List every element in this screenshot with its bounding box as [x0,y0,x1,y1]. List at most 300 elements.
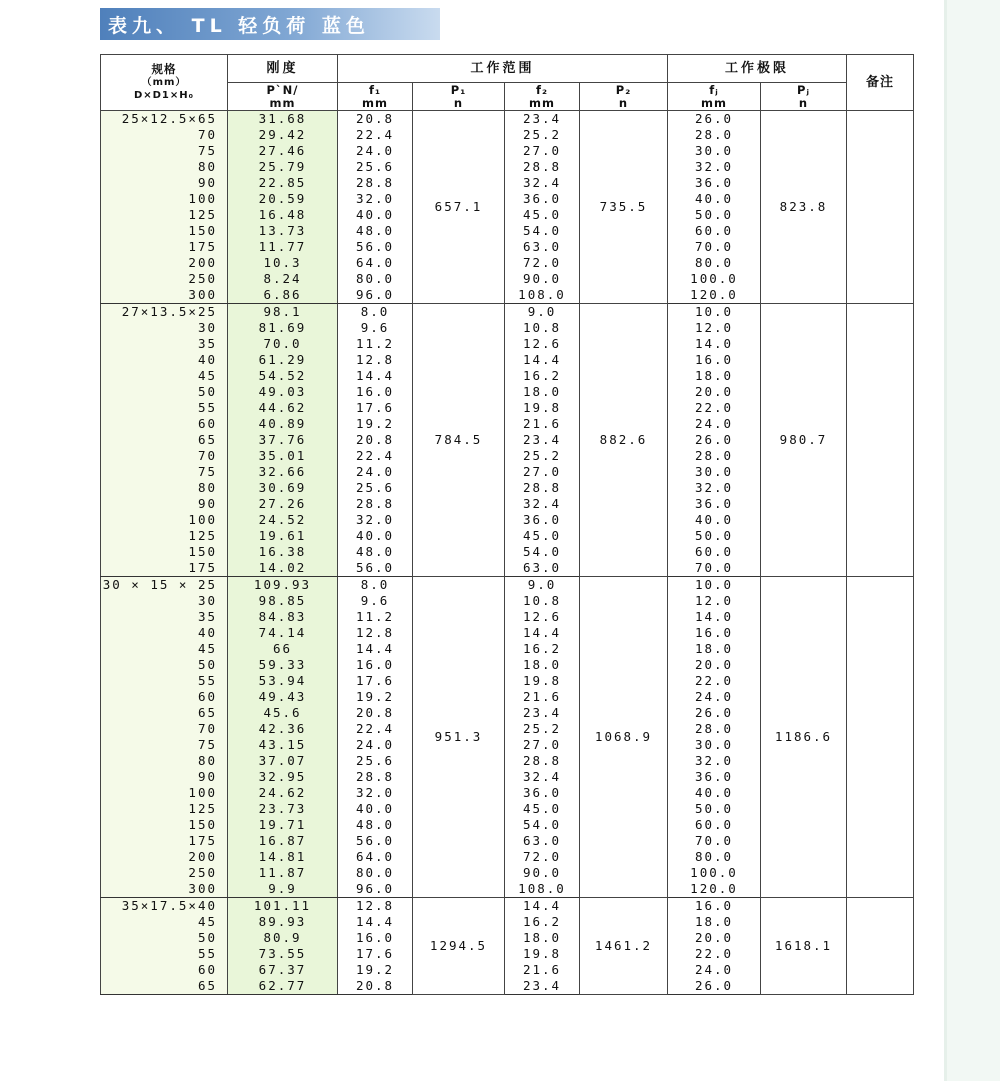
f2-cell: 18.0 [505,930,580,946]
f1-cell: 28.8 [338,496,413,512]
f2-cell: 72.0 [505,255,580,271]
stiffness-unit-bottom: mm [269,95,296,110]
f1-cell: 24.0 [338,464,413,480]
f1-cell: 12.8 [338,625,413,641]
stiffness-unit-top: P`N/ [266,82,299,97]
p1-cell: 784.5 [413,304,505,577]
stiffness-cell: 23.73 [228,801,338,817]
spring-spec-table [100,54,914,995]
f1-cell: 14.4 [338,368,413,384]
stiffness-cell: 29.42 [228,127,338,143]
f2-cell: 9.0 [505,304,580,321]
spec-cell: 125 [101,207,228,223]
stiffness-cell: 19.71 [228,817,338,833]
f1-cell: 11.2 [338,609,413,625]
stiffness-cell: 31.68 [228,111,338,128]
f1-cell: 64.0 [338,849,413,865]
f2-cell: 10.8 [505,593,580,609]
fj-cell: 10.0 [668,304,761,321]
f1-cell: 8.0 [338,304,413,321]
spec-cell: 30 [101,320,228,336]
f2-cell: 32.4 [505,175,580,191]
f2-cell: 14.4 [505,625,580,641]
p1-symbol: P₁ [450,82,467,97]
f2-cell: 19.8 [505,400,580,416]
fj-cell: 120.0 [668,287,761,304]
header-pj [761,83,847,111]
f2-cell: 32.4 [505,769,580,785]
remarks-cell [847,577,914,898]
f1-cell: 25.6 [338,753,413,769]
p2-symbol: P₂ [615,82,632,97]
f2-cell: 45.0 [505,801,580,817]
stiffness-cell: 22.85 [228,175,338,191]
fj-cell: 36.0 [668,496,761,512]
stiffness-cell: 14.81 [228,849,338,865]
f2-cell: 25.2 [505,721,580,737]
f2-cell: 27.0 [505,143,580,159]
stiffness-cell: 16.38 [228,544,338,560]
spec-cell: 27×13.5×25 [101,304,228,321]
spec-cell: 50 [101,930,228,946]
f2-cell: 108.0 [505,881,580,898]
stiffness-cell: 37.76 [228,432,338,448]
fj-cell: 20.0 [668,657,761,673]
fj-cell: 26.0 [668,978,761,995]
f2-cell: 10.8 [505,320,580,336]
f2-cell: 28.8 [505,480,580,496]
f2-cell: 21.6 [505,416,580,432]
table-header [101,55,914,111]
f1-cell: 9.6 [338,593,413,609]
f1-cell: 22.4 [338,721,413,737]
f1-cell: 28.8 [338,175,413,191]
f1-cell: 24.0 [338,143,413,159]
fj-cell: 18.0 [668,368,761,384]
stiffness-cell: 54.52 [228,368,338,384]
fj-cell: 32.0 [668,753,761,769]
stiffness-cell: 32.95 [228,769,338,785]
stiffness-cell: 45.6 [228,705,338,721]
f2-unit: mm [529,95,555,110]
fj-cell: 16.0 [668,352,761,368]
spec-cell: 90 [101,769,228,785]
spec-cell: 30 × 15 × 25 [101,577,228,594]
spec-cell: 40 [101,352,228,368]
f1-cell: 32.0 [338,512,413,528]
stiffness-cell: 98.85 [228,593,338,609]
f2-cell: 28.8 [505,753,580,769]
stiffness-cell: 73.55 [228,946,338,962]
fj-cell: 26.0 [668,705,761,721]
f1-cell: 9.6 [338,320,413,336]
stiffness-cell: 42.36 [228,721,338,737]
p1-unit: n [453,95,464,110]
f1-cell: 20.8 [338,978,413,995]
f2-cell: 21.6 [505,689,580,705]
fj-cell: 26.0 [668,432,761,448]
spec-cell: 45 [101,641,228,657]
f2-cell: 36.0 [505,191,580,207]
p2-cell: 1461.2 [580,898,668,995]
fj-cell: 36.0 [668,175,761,191]
f2-cell: 14.4 [505,898,580,915]
f1-cell: 32.0 [338,191,413,207]
fj-cell: 60.0 [668,544,761,560]
spec-cell: 200 [101,255,228,271]
p2-cell: 882.6 [580,304,668,577]
f1-cell: 20.8 [338,432,413,448]
p1-cell: 951.3 [413,577,505,898]
f1-cell: 22.4 [338,448,413,464]
pj-cell: 1618.1 [761,898,847,995]
f1-cell: 16.0 [338,657,413,673]
fj-cell: 14.0 [668,336,761,352]
pj-unit: n [798,95,809,110]
spec-cell: 35 [101,609,228,625]
table-body [101,111,914,995]
header-work-range: 工作范围 [338,55,668,83]
f1-cell: 96.0 [338,881,413,898]
fj-cell: 100.0 [668,865,761,881]
pj-cell: 823.8 [761,111,847,304]
spec-cell: 60 [101,689,228,705]
header-f1 [338,83,413,111]
p2-cell: 1068.9 [580,577,668,898]
spec-cell: 35×17.5×40 [101,898,228,915]
f2-cell: 16.2 [505,641,580,657]
f2-cell: 21.6 [505,962,580,978]
spec-cell: 75 [101,464,228,480]
f1-cell: 25.6 [338,480,413,496]
f2-cell: 54.0 [505,223,580,239]
spec-cell: 175 [101,239,228,255]
fj-cell: 28.0 [668,448,761,464]
f1-cell: 17.6 [338,673,413,689]
f2-cell: 16.2 [505,914,580,930]
f1-cell: 24.0 [338,737,413,753]
stiffness-cell: 32.66 [228,464,338,480]
stiffness-cell: 66 [228,641,338,657]
spec-cell: 80 [101,480,228,496]
fj-cell: 60.0 [668,223,761,239]
fj-cell: 18.0 [668,914,761,930]
fj-cell: 30.0 [668,464,761,480]
f2-cell: 63.0 [505,833,580,849]
header-spec [101,55,228,111]
table-title: 表九、 TL 轻负荷 蓝色 [108,15,370,37]
f1-cell: 48.0 [338,544,413,560]
stiffness-cell: 59.33 [228,657,338,673]
f2-symbol: f₂ [535,82,549,97]
f2-cell: 19.8 [505,946,580,962]
table-row [101,577,914,594]
spec-cell: 55 [101,400,228,416]
f1-cell: 16.0 [338,384,413,400]
f1-cell: 19.2 [338,689,413,705]
f2-cell: 23.4 [505,978,580,995]
table-row [101,304,914,321]
spec-cell: 125 [101,528,228,544]
remarks-cell [847,304,914,577]
stiffness-cell: 74.14 [228,625,338,641]
fj-symbol: fⱼ [709,82,719,97]
f2-cell: 32.4 [505,496,580,512]
p1-cell: 1294.5 [413,898,505,995]
stiffness-cell: 43.15 [228,737,338,753]
f2-cell: 25.2 [505,448,580,464]
spec-cell: 70 [101,721,228,737]
spec-cell: 150 [101,544,228,560]
right-margin-strip [944,0,1000,1081]
fj-cell: 20.0 [668,930,761,946]
spec-cell: 65 [101,978,228,995]
fj-cell: 16.0 [668,625,761,641]
stiffness-cell: 49.43 [228,689,338,705]
f2-cell: 63.0 [505,239,580,255]
spec-cell: 65 [101,432,228,448]
spec-cell: 70 [101,127,228,143]
fj-cell: 24.0 [668,416,761,432]
f2-cell: 28.8 [505,159,580,175]
spec-cell: 300 [101,287,228,304]
f1-cell: 17.6 [338,946,413,962]
spec-cell: 60 [101,962,228,978]
header-spec-unit: （mm） [141,77,187,88]
fj-cell: 28.0 [668,721,761,737]
f1-cell: 16.0 [338,930,413,946]
fj-unit: mm [701,95,727,110]
f2-cell: 18.0 [505,657,580,673]
f1-cell: 20.8 [338,111,413,128]
pj-symbol: Pⱼ [797,82,810,97]
header-f2 [505,83,580,111]
stiffness-cell: 19.61 [228,528,338,544]
f1-cell: 56.0 [338,560,413,577]
spec-cell: 175 [101,833,228,849]
f1-cell: 40.0 [338,207,413,223]
fj-cell: 18.0 [668,641,761,657]
fj-cell: 50.0 [668,207,761,223]
stiffness-cell: 11.87 [228,865,338,881]
f2-cell: 12.6 [505,336,580,352]
f1-cell: 14.4 [338,914,413,930]
pj-cell: 980.7 [761,304,847,577]
spec-cell: 45 [101,368,228,384]
header-p1 [413,83,505,111]
spec-cell: 250 [101,271,228,287]
f1-cell: 80.0 [338,865,413,881]
header-stiffness: 刚度 [228,55,338,83]
fj-cell: 70.0 [668,560,761,577]
table-row [101,898,914,915]
spec-cell: 25×12.5×65 [101,111,228,128]
f2-cell: 90.0 [505,271,580,287]
spec-cell: 100 [101,512,228,528]
f2-cell: 14.4 [505,352,580,368]
spec-cell: 55 [101,946,228,962]
spec-cell: 200 [101,849,228,865]
f1-cell: 12.8 [338,352,413,368]
title-banner [100,8,440,40]
stiffness-cell: 13.73 [228,223,338,239]
stiffness-cell: 27.46 [228,143,338,159]
stiffness-cell: 35.01 [228,448,338,464]
header-spec-label: 规格 [151,62,177,76]
stiffness-cell: 67.37 [228,962,338,978]
f1-cell: 25.6 [338,159,413,175]
remarks-cell [847,898,914,995]
fj-cell: 26.0 [668,111,761,128]
spec-cell: 175 [101,560,228,577]
f2-cell: 63.0 [505,560,580,577]
fj-cell: 80.0 [668,255,761,271]
stiffness-cell: 89.93 [228,914,338,930]
f1-cell: 48.0 [338,223,413,239]
spec-cell: 250 [101,865,228,881]
spec-cell: 150 [101,223,228,239]
spec-cell: 60 [101,416,228,432]
f1-cell: 12.8 [338,898,413,915]
fj-cell: 24.0 [668,689,761,705]
stiffness-cell: 53.94 [228,673,338,689]
f1-cell: 40.0 [338,801,413,817]
fj-cell: 12.0 [668,320,761,336]
f2-cell: 16.2 [505,368,580,384]
f1-cell: 11.2 [338,336,413,352]
spec-cell: 40 [101,625,228,641]
header-fj [668,83,761,111]
spec-cell: 50 [101,384,228,400]
stiffness-cell: 40.89 [228,416,338,432]
pj-cell: 1186.6 [761,577,847,898]
fj-cell: 10.0 [668,577,761,594]
spec-cell: 300 [101,881,228,898]
stiffness-cell: 16.87 [228,833,338,849]
f2-cell: 45.0 [505,528,580,544]
f1-cell: 56.0 [338,833,413,849]
spec-cell: 30 [101,593,228,609]
f1-cell: 14.4 [338,641,413,657]
fj-cell: 60.0 [668,817,761,833]
stiffness-cell: 62.77 [228,978,338,995]
f1-cell: 96.0 [338,287,413,304]
f1-cell: 28.8 [338,769,413,785]
stiffness-cell: 8.24 [228,271,338,287]
f1-cell: 19.2 [338,416,413,432]
stiffness-cell: 24.62 [228,785,338,801]
stiffness-cell: 80.9 [228,930,338,946]
spec-cell: 125 [101,801,228,817]
fj-cell: 28.0 [668,127,761,143]
p2-cell: 735.5 [580,111,668,304]
f1-cell: 22.4 [338,127,413,143]
f2-cell: 27.0 [505,737,580,753]
fj-cell: 30.0 [668,143,761,159]
spec-cell: 35 [101,336,228,352]
f1-symbol: f₁ [368,82,382,97]
stiffness-cell: 14.02 [228,560,338,577]
spec-cell: 80 [101,159,228,175]
fj-cell: 36.0 [668,769,761,785]
fj-cell: 22.0 [668,673,761,689]
f2-cell: 36.0 [505,512,580,528]
f2-cell: 90.0 [505,865,580,881]
stiffness-cell: 70.0 [228,336,338,352]
spec-cell: 65 [101,705,228,721]
stiffness-cell: 109.93 [228,577,338,594]
f2-cell: 25.2 [505,127,580,143]
fj-cell: 12.0 [668,593,761,609]
stiffness-cell: 30.69 [228,480,338,496]
spec-cell: 70 [101,448,228,464]
stiffness-cell: 25.79 [228,159,338,175]
fj-cell: 40.0 [668,785,761,801]
fj-cell: 50.0 [668,801,761,817]
stiffness-cell: 20.59 [228,191,338,207]
fj-cell: 22.0 [668,946,761,962]
fj-cell: 80.0 [668,849,761,865]
stiffness-cell: 81.69 [228,320,338,336]
f2-cell: 23.4 [505,111,580,128]
f2-cell: 108.0 [505,287,580,304]
f1-cell: 32.0 [338,785,413,801]
header-remarks: 备注 [847,55,914,111]
f1-cell: 56.0 [338,239,413,255]
stiffness-cell: 6.86 [228,287,338,304]
fj-cell: 32.0 [668,480,761,496]
stiffness-cell: 44.62 [228,400,338,416]
stiffness-cell: 16.48 [228,207,338,223]
fj-cell: 40.0 [668,191,761,207]
f2-cell: 54.0 [505,817,580,833]
stiffness-cell: 9.9 [228,881,338,898]
fj-cell: 30.0 [668,737,761,753]
stiffness-cell: 61.29 [228,352,338,368]
header-p2 [580,83,668,111]
f1-cell: 8.0 [338,577,413,594]
fj-cell: 16.0 [668,898,761,915]
f2-cell: 27.0 [505,464,580,480]
fj-cell: 24.0 [668,962,761,978]
spec-cell: 50 [101,657,228,673]
f2-cell: 12.6 [505,609,580,625]
f2-cell: 72.0 [505,849,580,865]
spec-cell: 45 [101,914,228,930]
spec-cell: 55 [101,673,228,689]
f2-cell: 19.8 [505,673,580,689]
f2-cell: 23.4 [505,705,580,721]
p2-unit: n [618,95,629,110]
f1-cell: 19.2 [338,962,413,978]
f1-cell: 64.0 [338,255,413,271]
spec-cell: 150 [101,817,228,833]
f1-cell: 48.0 [338,817,413,833]
fj-cell: 50.0 [668,528,761,544]
fj-cell: 14.0 [668,609,761,625]
stiffness-cell: 27.26 [228,496,338,512]
header-work-limit: 工作极限 [668,55,847,83]
f1-cell: 17.6 [338,400,413,416]
remarks-cell [847,111,914,304]
p1-cell: 657.1 [413,111,505,304]
spec-cell: 75 [101,143,228,159]
f2-cell: 45.0 [505,207,580,223]
stiffness-cell: 11.77 [228,239,338,255]
stiffness-cell: 98.1 [228,304,338,321]
stiffness-cell: 101.11 [228,898,338,915]
fj-cell: 22.0 [668,400,761,416]
